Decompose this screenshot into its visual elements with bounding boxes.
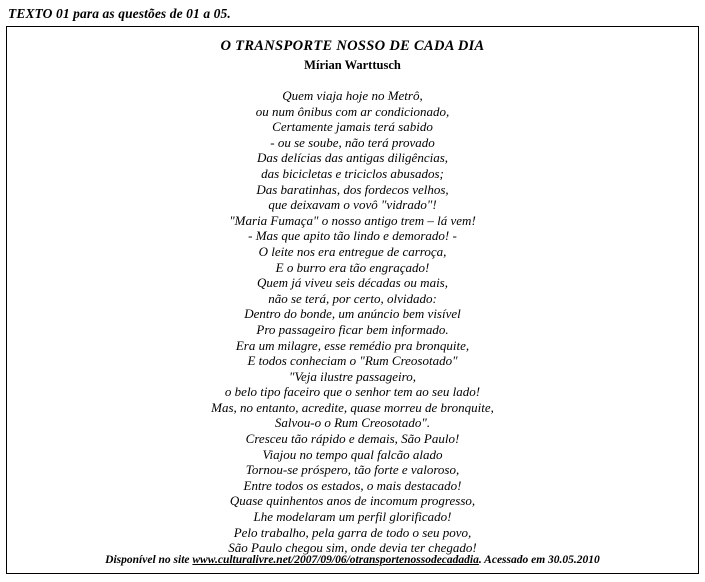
poem-line: - ou se soube, não terá provado	[270, 134, 435, 150]
poem-line: Das baratinhas, dos fordecos velhos,	[256, 181, 449, 197]
source-suffix: . Acessado em 30.05.2010	[478, 554, 600, 566]
poem-line: Viajou no tempo qual falcão alado	[262, 446, 443, 462]
poem-line: Certamente jamais terá sabido	[272, 119, 433, 135]
poem-line: O leite nos era entregue de carroça,	[258, 243, 447, 259]
poem-author: Mírian Warttusch	[304, 58, 401, 72]
poem-line: E o burro era tão engraçado!	[275, 259, 430, 275]
poem-line: Salvou-o o Rum Creosotado".	[274, 415, 431, 431]
poem-line: E todos conheciam o "Rum Creosotado"	[247, 353, 458, 369]
poem-line: Lhe modelaram um perfil glorificado!	[253, 509, 452, 525]
poem-line: Quase quinhentos anos de incomum progresso,	[229, 493, 476, 509]
source-link[interactable]: www.culturalivre.net/2007/09/06/otransportenossodecadadia	[192, 554, 479, 566]
poem-line: São Paulo chegou sim, onde devia ter chegado!	[228, 540, 477, 556]
poem-line: Dentro do bonde, um anúncio bem visível	[244, 306, 461, 322]
poem-line: ou num ônibus com ar condicionado,	[255, 103, 450, 119]
text-box-frame	[6, 26, 699, 574]
poem-line: Pro passageiro ficar bem informado.	[256, 321, 449, 337]
poem-line: Quem viaja hoje no Metrô,	[282, 88, 423, 103]
poem-body	[7, 88, 698, 556]
poem-line: que deixavam o vovô "vidrado"!	[268, 197, 437, 213]
poem-line: das bicicletas e triciclos abusados;	[261, 165, 444, 181]
source-prefix: Disponível no site	[105, 554, 193, 566]
poem-line: não se terá, por certo, olvidado:	[268, 290, 437, 306]
poem-title: O TRANSPORTE NOSSO DE CADA DIA	[220, 38, 485, 54]
poem-line: Mas, no entanto, acredite, quase morreu de bronquite,	[211, 399, 494, 415]
poem-line: "Veja ilustre passageiro,	[289, 368, 416, 384]
poem-line: o belo tipo faceiro que o senhor tem ao seu lado!	[224, 384, 481, 400]
poem-line: Quem já viveu seis décadas ou mais,	[257, 275, 448, 291]
poem-line: Das delícias das antigas diligências,	[256, 150, 449, 166]
poem-line: "Maria Fumaça" o nosso antigo trem – lá vem!	[229, 212, 476, 228]
source-citation	[7, 554, 698, 566]
poem-line: Era um milagre, esse remédio pra bronquite,	[235, 337, 470, 353]
poem-line: - Mas que apito tão lindo e demorado! -	[248, 228, 457, 244]
poem-line: Tornou-se próspero, tão forte e valoroso,	[245, 462, 460, 478]
poem-line: Pelo trabalho, pela garra de todo o seu povo,	[233, 524, 472, 540]
poem-line: Cresceu tão rápido e demais, São Paulo!	[245, 431, 460, 447]
exercise-heading: TEXTO 01 para as questões de 01 a 05.	[8, 6, 231, 21]
poem-line: Entre todos os estados, o mais destacado!	[243, 477, 462, 493]
